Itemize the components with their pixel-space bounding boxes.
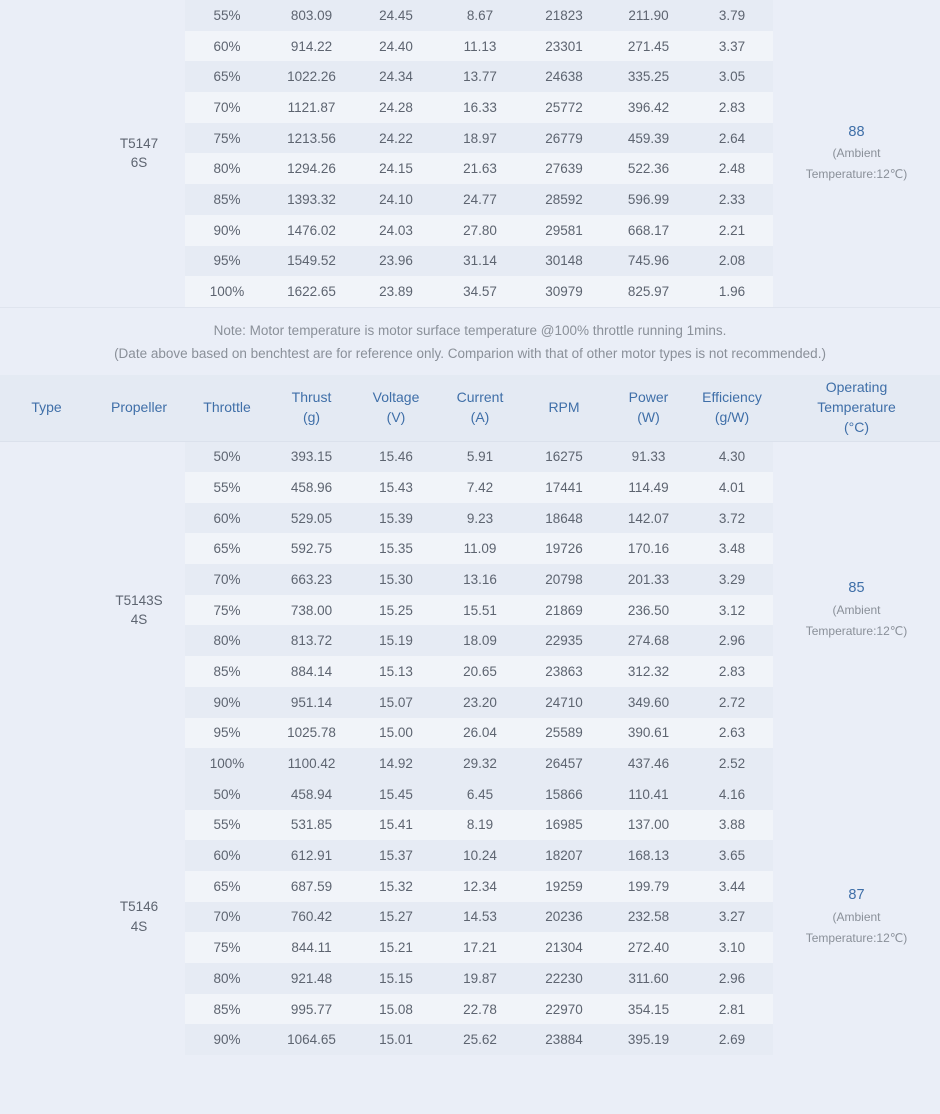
cell-power: 91.33 [606, 441, 691, 472]
propeller-cells: 4S [130, 612, 148, 628]
cell-throttle: 100% [185, 276, 269, 307]
cell-voltage: 15.41 [354, 810, 438, 841]
column-header-label: Throttle [203, 399, 251, 416]
cell-current: 8.19 [438, 810, 522, 841]
cell-efficiency: 2.81 [691, 994, 773, 1025]
cell-current: 11.09 [438, 533, 522, 564]
cell-thrust: 1549.52 [269, 246, 354, 277]
cell-rpm: 16275 [522, 441, 606, 472]
cell-current: 26.04 [438, 718, 522, 749]
cell-voltage: 24.15 [354, 153, 438, 184]
cell-current: 10.24 [438, 840, 522, 871]
cell-power: 596.99 [606, 184, 691, 215]
cell-rpm: 22970 [522, 994, 606, 1025]
table-body-upper [0, 0, 940, 307]
cell-thrust: 1121.87 [269, 92, 354, 123]
cell-power: 199.79 [606, 871, 691, 902]
column-header-label-2: Temperature [817, 399, 896, 416]
cell-rpm: 19259 [522, 871, 606, 902]
cell-voltage: 15.39 [354, 503, 438, 534]
table-row [0, 0, 940, 31]
cell-efficiency: 3.48 [691, 533, 773, 564]
cell-power: 459.39 [606, 123, 691, 154]
column-header-voltage [354, 375, 438, 441]
cell-type [0, 441, 93, 779]
cell-throttle: 75% [185, 595, 269, 626]
cell-voltage: 15.32 [354, 871, 438, 902]
column-header-label: Operating [825, 379, 888, 396]
cell-thrust: 1025.78 [269, 718, 354, 749]
cell-current: 22.78 [438, 994, 522, 1025]
cell-throttle: 70% [185, 902, 269, 933]
cell-power: 335.25 [606, 61, 691, 92]
cell-rpm: 30148 [522, 246, 606, 277]
cell-power: 437.46 [606, 748, 691, 779]
cell-efficiency: 3.27 [691, 902, 773, 933]
cell-efficiency: 3.10 [691, 932, 773, 963]
cell-efficiency: 2.83 [691, 656, 773, 687]
propeller-cells: 4S [130, 918, 148, 934]
cell-thrust: 951.14 [269, 687, 354, 718]
cell-rpm: 24710 [522, 687, 606, 718]
cell-voltage: 15.43 [354, 472, 438, 503]
cell-voltage: 23.96 [354, 246, 438, 277]
cell-power: 201.33 [606, 564, 691, 595]
cell-throttle: 65% [185, 533, 269, 564]
cell-voltage: 15.30 [354, 564, 438, 595]
cell-thrust: 1393.32 [269, 184, 354, 215]
note-line-1: Note: Motor temperature is motor surface temperature @100% throttle running 1mins. [213, 322, 727, 338]
column-header-thrust [269, 375, 354, 441]
table-body-lower [0, 441, 940, 1055]
cell-thrust: 1064.65 [269, 1024, 354, 1055]
cell-voltage: 23.89 [354, 276, 438, 307]
cell-throttle: 90% [185, 687, 269, 718]
cell-voltage: 15.08 [354, 994, 438, 1025]
cell-thrust: 393.15 [269, 441, 354, 472]
cell-efficiency: 2.96 [691, 963, 773, 994]
cell-thrust: 995.77 [269, 994, 354, 1025]
cell-throttle: 50% [185, 441, 269, 472]
operating-temperature-value: 88 [848, 123, 865, 140]
cell-rpm: 25772 [522, 92, 606, 123]
cell-throttle: 100% [185, 748, 269, 779]
cell-current: 12.34 [438, 871, 522, 902]
cell-efficiency: 2.63 [691, 718, 773, 749]
benchtest-table-lower [0, 375, 940, 1055]
column-header-label: Efficiency [702, 389, 762, 406]
cell-efficiency: 3.05 [691, 61, 773, 92]
cell-efficiency: 2.69 [691, 1024, 773, 1055]
operating-temperature-value: 85 [848, 580, 865, 597]
cell-throttle: 65% [185, 871, 269, 902]
cell-voltage: 15.35 [354, 533, 438, 564]
column-header-label: Thrust [291, 389, 332, 406]
operating-temperature-value: 87 [848, 887, 865, 904]
cell-throttle: 65% [185, 61, 269, 92]
cell-power: 236.50 [606, 595, 691, 626]
cell-efficiency: 3.44 [691, 871, 773, 902]
cell-thrust: 1622.65 [269, 276, 354, 307]
column-header-unit: (V) [386, 409, 406, 426]
cell-current: 5.91 [438, 441, 522, 472]
cell-rpm: 21823 [522, 0, 606, 31]
cell-rpm: 24638 [522, 61, 606, 92]
cell-throttle: 90% [185, 215, 269, 246]
cell-power: 312.32 [606, 656, 691, 687]
cell-voltage: 24.22 [354, 123, 438, 154]
cell-voltage: 15.45 [354, 779, 438, 810]
note-line-2: (Date above based on benchtest are for reference only. Comparion with that of other motor types is not recommended.) [114, 346, 826, 362]
cell-throttle: 55% [185, 0, 269, 31]
cell-current: 31.14 [438, 246, 522, 277]
cell-power: 137.00 [606, 810, 691, 841]
cell-efficiency: 4.16 [691, 779, 773, 810]
cell-thrust: 458.96 [269, 472, 354, 503]
cell-rpm: 26779 [522, 123, 606, 154]
cell-rpm: 20236 [522, 902, 606, 933]
table-row [0, 441, 940, 472]
cell-rpm: 18648 [522, 503, 606, 534]
cell-voltage: 24.28 [354, 92, 438, 123]
column-header-rpm [522, 375, 606, 441]
cell-throttle: 90% [185, 1024, 269, 1055]
cell-efficiency: 3.79 [691, 0, 773, 31]
cell-efficiency: 3.72 [691, 503, 773, 534]
cell-thrust: 1476.02 [269, 215, 354, 246]
cell-rpm: 15866 [522, 779, 606, 810]
cell-current: 8.67 [438, 0, 522, 31]
cell-voltage: 15.15 [354, 963, 438, 994]
cell-thrust: 760.42 [269, 902, 354, 933]
cell-efficiency: 3.65 [691, 840, 773, 871]
cell-power: 142.07 [606, 503, 691, 534]
cell-current: 18.09 [438, 625, 522, 656]
cell-current: 27.80 [438, 215, 522, 246]
propeller-cells: 6S [130, 155, 148, 171]
column-header-label: Power [628, 389, 669, 406]
cell-efficiency: 2.72 [691, 687, 773, 718]
cell-thrust: 612.91 [269, 840, 354, 871]
cell-thrust: 687.59 [269, 871, 354, 902]
cell-rpm: 23301 [522, 31, 606, 62]
cell-power: 168.13 [606, 840, 691, 871]
cell-throttle: 80% [185, 625, 269, 656]
cell-efficiency: 4.01 [691, 472, 773, 503]
cell-voltage: 15.07 [354, 687, 438, 718]
cell-propeller [93, 0, 185, 307]
column-header-unit: (A) [470, 409, 490, 426]
cell-rpm: 23884 [522, 1024, 606, 1055]
cell-current: 9.23 [438, 503, 522, 534]
cell-thrust: 813.72 [269, 625, 354, 656]
cell-thrust: 844.11 [269, 932, 354, 963]
cell-power: 396.42 [606, 92, 691, 123]
cell-thrust: 1022.26 [269, 61, 354, 92]
column-header-type [0, 375, 93, 441]
cell-operating-temperature [773, 0, 940, 307]
cell-rpm: 23863 [522, 656, 606, 687]
column-header-unit: (g) [302, 409, 321, 426]
ambient-note-line-2: Temperature:12℃) [805, 930, 908, 945]
cell-efficiency: 3.29 [691, 564, 773, 595]
cell-current: 13.16 [438, 564, 522, 595]
cell-rpm: 17441 [522, 472, 606, 503]
cell-power: 349.60 [606, 687, 691, 718]
cell-power: 272.40 [606, 932, 691, 963]
cell-power: 114.49 [606, 472, 691, 503]
cell-thrust: 663.23 [269, 564, 354, 595]
column-header-label: RPM [548, 399, 580, 416]
column-header-unit: (g/W) [714, 409, 750, 426]
cell-throttle: 80% [185, 963, 269, 994]
cell-thrust: 1100.42 [269, 748, 354, 779]
cell-voltage: 15.19 [354, 625, 438, 656]
cell-power: 522.36 [606, 153, 691, 184]
cell-efficiency: 3.37 [691, 31, 773, 62]
cell-propeller [93, 441, 185, 779]
cell-voltage: 15.25 [354, 595, 438, 626]
cell-rpm: 30979 [522, 276, 606, 307]
cell-power: 354.15 [606, 994, 691, 1025]
cell-efficiency: 3.88 [691, 810, 773, 841]
cell-current: 29.32 [438, 748, 522, 779]
cell-rpm: 21869 [522, 595, 606, 626]
cell-voltage: 15.21 [354, 932, 438, 963]
cell-rpm: 16985 [522, 810, 606, 841]
column-header-op_temp [773, 375, 940, 441]
cell-current: 17.21 [438, 932, 522, 963]
cell-efficiency: 2.48 [691, 153, 773, 184]
cell-efficiency: 1.96 [691, 276, 773, 307]
column-header-throttle [185, 375, 269, 441]
propeller-model: T5143S [115, 592, 163, 608]
cell-power: 668.17 [606, 215, 691, 246]
cell-current: 13.77 [438, 61, 522, 92]
column-header-label: Current [456, 389, 504, 406]
cell-efficiency: 2.33 [691, 184, 773, 215]
column-header-label: Propeller [110, 399, 168, 416]
cell-thrust: 531.85 [269, 810, 354, 841]
cell-efficiency: 2.52 [691, 748, 773, 779]
cell-voltage: 24.10 [354, 184, 438, 215]
cell-propeller [93, 779, 185, 1055]
cell-rpm: 18207 [522, 840, 606, 871]
propeller-model: T5147 [119, 135, 159, 151]
cell-throttle: 80% [185, 153, 269, 184]
cell-voltage: 15.46 [354, 441, 438, 472]
cell-current: 16.33 [438, 92, 522, 123]
ambient-note-line-2: Temperature:12℃) [805, 167, 908, 182]
cell-efficiency: 3.12 [691, 595, 773, 626]
cell-throttle: 60% [185, 31, 269, 62]
cell-rpm: 21304 [522, 932, 606, 963]
cell-voltage: 24.40 [354, 31, 438, 62]
cell-efficiency: 4.30 [691, 441, 773, 472]
cell-current: 21.63 [438, 153, 522, 184]
cell-efficiency: 2.64 [691, 123, 773, 154]
cell-thrust: 921.48 [269, 963, 354, 994]
cell-current: 11.13 [438, 31, 522, 62]
cell-current: 24.77 [438, 184, 522, 215]
cell-power: 274.68 [606, 625, 691, 656]
cell-rpm: 20798 [522, 564, 606, 595]
propeller-model: T5146 [119, 899, 159, 915]
cell-throttle: 95% [185, 718, 269, 749]
cell-rpm: 28592 [522, 184, 606, 215]
cell-thrust: 914.22 [269, 31, 354, 62]
cell-efficiency: 2.21 [691, 215, 773, 246]
cell-thrust: 803.09 [269, 0, 354, 31]
column-header-label: Type [31, 399, 62, 416]
cell-current: 19.87 [438, 963, 522, 994]
cell-thrust: 738.00 [269, 595, 354, 626]
ambient-note-line-1: (Ambient [832, 603, 881, 618]
cell-operating-temperature [773, 779, 940, 1055]
cell-rpm: 22935 [522, 625, 606, 656]
cell-voltage: 14.92 [354, 748, 438, 779]
cell-throttle: 85% [185, 656, 269, 687]
column-header-unit: (°C) [843, 419, 870, 435]
cell-efficiency: 2.08 [691, 246, 773, 277]
cell-throttle: 95% [185, 246, 269, 277]
cell-thrust: 1213.56 [269, 123, 354, 154]
cell-current: 23.20 [438, 687, 522, 718]
cell-thrust: 1294.26 [269, 153, 354, 184]
column-header-current [438, 375, 522, 441]
cell-current: 7.42 [438, 472, 522, 503]
cell-efficiency: 2.83 [691, 92, 773, 123]
cell-thrust: 884.14 [269, 656, 354, 687]
cell-voltage: 15.27 [354, 902, 438, 933]
cell-power: 110.41 [606, 779, 691, 810]
column-header-unit: (W) [637, 409, 660, 426]
cell-power: 745.96 [606, 246, 691, 277]
cell-current: 6.45 [438, 779, 522, 810]
table-note [0, 307, 940, 375]
column-header-propeller [93, 375, 185, 441]
cell-thrust: 458.94 [269, 779, 354, 810]
cell-rpm: 29581 [522, 215, 606, 246]
cell-efficiency: 2.96 [691, 625, 773, 656]
cell-type [0, 0, 93, 307]
cell-throttle: 75% [185, 932, 269, 963]
cell-current: 18.97 [438, 123, 522, 154]
cell-thrust: 592.75 [269, 533, 354, 564]
cell-throttle: 70% [185, 92, 269, 123]
cell-power: 170.16 [606, 533, 691, 564]
ambient-note-line-1: (Ambient [832, 146, 881, 161]
cell-throttle: 75% [185, 123, 269, 154]
cell-throttle: 70% [185, 564, 269, 595]
cell-throttle: 60% [185, 840, 269, 871]
benchtest-table-upper [0, 0, 940, 307]
cell-voltage: 24.03 [354, 215, 438, 246]
table-header [0, 375, 940, 441]
cell-voltage: 15.37 [354, 840, 438, 871]
cell-power: 232.58 [606, 902, 691, 933]
cell-throttle: 60% [185, 503, 269, 534]
cell-voltage: 15.13 [354, 656, 438, 687]
cell-throttle: 85% [185, 184, 269, 215]
cell-rpm: 22230 [522, 963, 606, 994]
cell-voltage: 24.45 [354, 0, 438, 31]
cell-throttle: 55% [185, 472, 269, 503]
cell-power: 395.19 [606, 1024, 691, 1055]
cell-power: 390.61 [606, 718, 691, 749]
cell-rpm: 26457 [522, 748, 606, 779]
table-row [0, 779, 940, 810]
cell-voltage: 15.00 [354, 718, 438, 749]
column-header-efficiency [691, 375, 773, 441]
cell-voltage: 15.01 [354, 1024, 438, 1055]
column-header-power [606, 375, 691, 441]
cell-rpm: 19726 [522, 533, 606, 564]
cell-type [0, 779, 93, 1055]
table-header-row [0, 375, 940, 441]
ambient-note-line-1: (Ambient [832, 909, 881, 924]
cell-throttle: 50% [185, 779, 269, 810]
cell-throttle: 55% [185, 810, 269, 841]
cell-power: 211.90 [606, 0, 691, 31]
cell-power: 311.60 [606, 963, 691, 994]
cell-rpm: 25589 [522, 718, 606, 749]
cell-current: 15.51 [438, 595, 522, 626]
ambient-note-line-2: Temperature:12℃) [805, 624, 908, 639]
cell-throttle: 85% [185, 994, 269, 1025]
cell-current: 20.65 [438, 656, 522, 687]
cell-operating-temperature [773, 441, 940, 779]
cell-current: 34.57 [438, 276, 522, 307]
cell-thrust: 529.05 [269, 503, 354, 534]
cell-voltage: 24.34 [354, 61, 438, 92]
column-header-label: Voltage [372, 389, 420, 406]
cell-power: 271.45 [606, 31, 691, 62]
cell-current: 25.62 [438, 1024, 522, 1055]
cell-current: 14.53 [438, 902, 522, 933]
cell-power: 825.97 [606, 276, 691, 307]
cell-rpm: 27639 [522, 153, 606, 184]
